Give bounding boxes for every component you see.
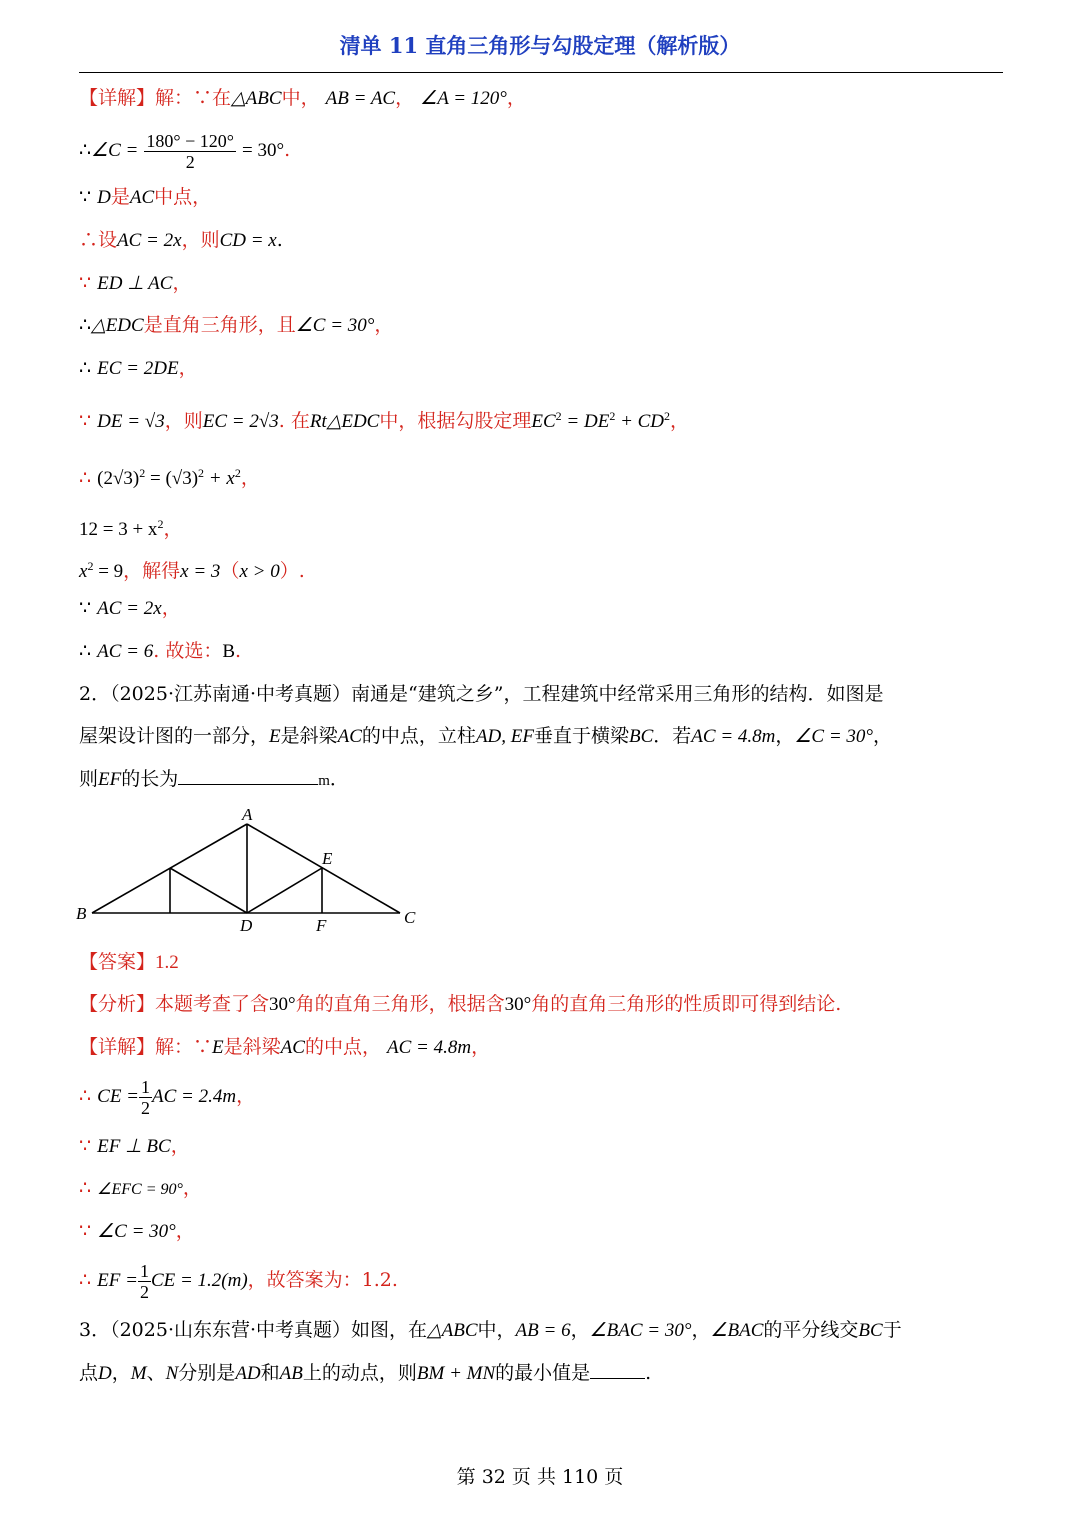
- text: ，: [182, 1177, 202, 1199]
- sol1-line-3: [79, 185, 1009, 210]
- answer2-line: [79, 950, 1009, 975]
- math: = DE: [561, 411, 610, 432]
- text: 是: [110, 186, 130, 208]
- text: ，: [170, 1135, 190, 1157]
- therefore-symbol: ∴: [79, 229, 99, 251]
- q2-line-2: [79, 724, 1009, 749]
- unit: m: [318, 773, 330, 789]
- therefore-symbol: ∴: [79, 139, 92, 161]
- sol2-line-4: [79, 1176, 1009, 1202]
- text: ，: [175, 1220, 195, 1242]
- text: .: [645, 1362, 652, 1384]
- text: .: [284, 139, 291, 161]
- text: 本题考查了含: [155, 993, 270, 1015]
- jie-label: 解：: [155, 1036, 194, 1058]
- text: ，: [161, 597, 181, 619]
- text: 中，: [477, 1319, 516, 1341]
- math: x: [79, 561, 88, 582]
- math: ∠BAC: [710, 1320, 764, 1341]
- text: ，: [163, 518, 183, 540]
- math: Rt△EDC: [309, 411, 380, 432]
- sol1-line-11: [79, 554, 1009, 584]
- math: 30°: [504, 994, 532, 1015]
- math: D: [98, 1363, 112, 1384]
- math: = 30°: [242, 140, 285, 161]
- math: △ABC: [427, 1320, 478, 1341]
- superscript: 2: [139, 466, 146, 480]
- superscript: 2: [198, 466, 205, 480]
- math: + CD: [615, 411, 665, 432]
- brace-DE: [247, 868, 322, 913]
- sol1-line-1: [79, 86, 1009, 111]
- label-D: D: [240, 916, 253, 935]
- math: = 9: [93, 561, 124, 582]
- math: AD: [235, 1363, 261, 1384]
- therefore-symbol: ∴: [79, 1085, 92, 1107]
- fraction: [139, 1077, 152, 1118]
- text: ，: [691, 1319, 711, 1341]
- text: 3．（2025·山东东营·中考真题）如图，在: [79, 1319, 428, 1341]
- jie-label: 解：: [155, 87, 194, 109]
- math: EF: [98, 769, 122, 790]
- math: AC: [129, 187, 155, 208]
- text: ，: [178, 357, 198, 379]
- text: ，: [236, 1085, 256, 1107]
- text: 中，根据勾股定理: [379, 410, 532, 432]
- text: 的平分线交: [763, 1319, 859, 1341]
- superscript: 2: [157, 517, 164, 531]
- detail-tag: 【详解】: [79, 1036, 156, 1058]
- math: ∠C = 30°: [794, 726, 874, 747]
- text: ，: [471, 1036, 491, 1058]
- sol1-line-13: [79, 639, 1009, 664]
- text: ，: [240, 467, 260, 489]
- sol2-line-3: [79, 1134, 1009, 1159]
- text: 、: [146, 1362, 166, 1384]
- text: 的中点，: [304, 1036, 381, 1058]
- text: ，: [172, 272, 192, 294]
- text: 和: [260, 1362, 280, 1384]
- math: 30°: [269, 994, 296, 1015]
- math: x > 0: [239, 561, 280, 582]
- superscript: 2: [87, 559, 94, 573]
- therefore-symbol: ∴: [79, 314, 92, 336]
- text: ．: [329, 768, 349, 790]
- math: AC = 6: [97, 641, 154, 662]
- page-header-title: 清单 11 直角三角形与勾股定理（解析版）: [339, 33, 741, 58]
- text: 的最小值是: [495, 1362, 591, 1384]
- text: 设: [98, 229, 118, 251]
- text: ，: [873, 725, 893, 747]
- math: ∠C = 30°: [295, 315, 375, 336]
- label-C: C: [404, 908, 416, 927]
- text: 是直角三角形，且: [143, 314, 296, 336]
- because-symbol: ∵: [79, 1135, 92, 1157]
- math: EC = 2DE: [97, 358, 179, 379]
- text: 是斜梁: [280, 725, 338, 747]
- math: CD = x: [219, 230, 277, 251]
- text: . 在: [278, 410, 310, 432]
- text: 垂直于横梁: [533, 725, 629, 747]
- label-E: E: [322, 849, 333, 868]
- fraction-numerator: 180° − 120°: [146, 130, 234, 151]
- because-symbol: ∵: [193, 87, 213, 109]
- sol1-line-8: [79, 404, 1009, 434]
- superscript: 2: [664, 409, 671, 423]
- text: ，: [111, 1362, 131, 1384]
- because-symbol: ∵: [79, 186, 92, 208]
- superscript: 2: [234, 466, 241, 480]
- therefore-symbol: ∴: [79, 1177, 92, 1199]
- text: 中点，: [154, 186, 212, 208]
- math: = (√3): [145, 468, 199, 489]
- math: (2√3): [97, 468, 140, 489]
- sol2-line-6: [79, 1258, 1009, 1303]
- math: ∠EFC = 90°: [97, 1181, 183, 1198]
- math: ∠C = 30°: [97, 1221, 176, 1242]
- answer-blank: [178, 766, 318, 785]
- because-symbol: ∵: [79, 597, 92, 619]
- math: D: [97, 187, 111, 208]
- answer-value: 1.2: [155, 952, 179, 973]
- math: ∠A = 120°: [420, 88, 507, 109]
- fraction: [144, 131, 236, 172]
- analysis2-line: [79, 992, 1009, 1017]
- text: ，: [395, 87, 415, 109]
- math: EF ⊥ BC: [97, 1136, 171, 1157]
- fraction-denominator: 2: [185, 151, 195, 172]
- math: E: [212, 1037, 224, 1058]
- fraction-numerator: 1: [141, 1076, 150, 1097]
- text: 中，: [281, 87, 320, 109]
- text: ，: [570, 1319, 590, 1341]
- math: BC: [629, 726, 654, 747]
- sol1-line-6: [79, 313, 1009, 338]
- label-B: B: [76, 904, 87, 923]
- text: .: [276, 229, 283, 251]
- superscript: 2: [609, 409, 616, 423]
- math: AB = AC: [325, 88, 396, 109]
- math: AC = 4.8m: [387, 1037, 472, 1058]
- q2-line-1: 2．（2025·江苏南通·中考真题）南通是“建筑之乡”，工程建筑中经常采用三角形的结构．如图是: [79, 683, 884, 705]
- text: 点: [79, 1362, 99, 1384]
- math: AC = 2x: [117, 230, 182, 251]
- therefore-symbol: ∴: [79, 640, 92, 662]
- math: DE = √3: [97, 411, 165, 432]
- math: x = 3: [180, 561, 221, 582]
- sol2-line-5: [79, 1219, 1009, 1244]
- math: AC = 2x: [97, 598, 162, 619]
- math: ∠BAC = 30°: [589, 1320, 692, 1341]
- header-rule: [79, 72, 1003, 73]
- label-A: A: [242, 805, 253, 824]
- math: EC: [531, 411, 556, 432]
- math: ED ⊥ AC: [97, 273, 173, 294]
- text: （: [220, 560, 240, 582]
- math: △EDC: [91, 315, 144, 336]
- math: AC: [280, 1037, 305, 1058]
- text: 是斜梁: [223, 1036, 281, 1058]
- math: AC = 2.4m: [152, 1086, 237, 1107]
- sol2-line-2: [79, 1074, 1009, 1119]
- math: CE =: [97, 1086, 139, 1107]
- math: EC = 2√3: [202, 411, 279, 432]
- text: 角的直角三角形的性质即可得到结论.: [531, 993, 842, 1015]
- because-symbol: ∵: [193, 1036, 213, 1058]
- sol1-line-4: [79, 228, 1009, 253]
- fraction-denominator: 2: [141, 1097, 150, 1118]
- text: ，: [374, 314, 394, 336]
- math: N: [165, 1363, 179, 1384]
- text: ，: [506, 87, 526, 109]
- fraction-denominator: 2: [139, 1281, 149, 1302]
- text: ，故答案为：1.2.: [247, 1269, 398, 1291]
- text: 在: [212, 87, 232, 109]
- text: 于: [882, 1319, 902, 1341]
- answer-tag: 【答案】: [79, 951, 156, 973]
- math: △ABC: [231, 88, 282, 109]
- text: ．若: [653, 725, 692, 747]
- math: EF =: [97, 1270, 138, 1291]
- text: 的长为: [121, 768, 179, 790]
- math: CE = 1.2(m): [150, 1270, 248, 1291]
- sol2-line-1: [79, 1035, 1009, 1060]
- math: E: [269, 726, 281, 747]
- superscript: 2: [555, 409, 562, 423]
- text: 分别是: [178, 1362, 236, 1384]
- text: 的中点，立柱: [361, 725, 476, 747]
- page-footer: 第 32 页 共 110 页: [456, 1466, 624, 1488]
- therefore-symbol: ∴: [79, 1269, 92, 1291]
- text: 角的直角三角形，根据含: [295, 993, 505, 1015]
- therefore-symbol: ∴: [79, 357, 92, 379]
- q2-line-3: [79, 766, 1009, 793]
- because-symbol: ∵: [79, 1220, 92, 1242]
- label-F: F: [316, 916, 327, 935]
- sol1-line-5: [79, 271, 1009, 296]
- text: 上的动点，则: [302, 1362, 417, 1384]
- sol1-line-10: [79, 512, 1009, 542]
- therefore-symbol: ∴: [79, 467, 92, 489]
- math: AB = 6: [515, 1320, 571, 1341]
- sol1-line-2: [79, 128, 1009, 173]
- text: ，: [775, 725, 795, 747]
- math: AC: [337, 726, 362, 747]
- q3-line-2: [79, 1360, 1009, 1386]
- math: ∠C =: [91, 140, 139, 161]
- detail-tag: 【详解】: [79, 87, 156, 109]
- analysis-tag: 【分析】: [79, 993, 156, 1015]
- math: BC: [858, 1320, 883, 1341]
- math: + x: [204, 468, 235, 489]
- text: ，: [670, 410, 690, 432]
- brace-left: [170, 868, 247, 913]
- answer-blank: [590, 1360, 645, 1379]
- roof-truss-figure: [70, 800, 430, 940]
- text: 则: [79, 768, 99, 790]
- math: M: [130, 1363, 147, 1384]
- text: ）.: [279, 560, 305, 582]
- q3-line-1: [79, 1318, 1009, 1343]
- text: ，则: [181, 229, 220, 251]
- sol1-line-7: [79, 356, 1009, 381]
- math: AD, EF: [475, 726, 534, 747]
- because-symbol: ∵: [79, 272, 92, 294]
- fraction-numerator: 1: [139, 1260, 149, 1281]
- math: AB: [279, 1363, 303, 1384]
- fraction: [138, 1261, 151, 1302]
- answer-choice: B: [222, 641, 236, 662]
- because-symbol: ∵: [79, 410, 92, 432]
- text: . 故选：: [153, 640, 223, 662]
- math: AC = 4.8m: [691, 726, 776, 747]
- text: ，则: [164, 410, 203, 432]
- sol1-line-9: [79, 461, 1009, 491]
- text: .: [235, 640, 242, 662]
- math: BM + MN: [416, 1363, 496, 1384]
- math: 12 = 3 + x: [79, 519, 158, 540]
- text: 屋架设计图的一部分，: [79, 725, 270, 747]
- text: ，解得: [123, 560, 181, 582]
- sol1-line-12: [79, 596, 1009, 621]
